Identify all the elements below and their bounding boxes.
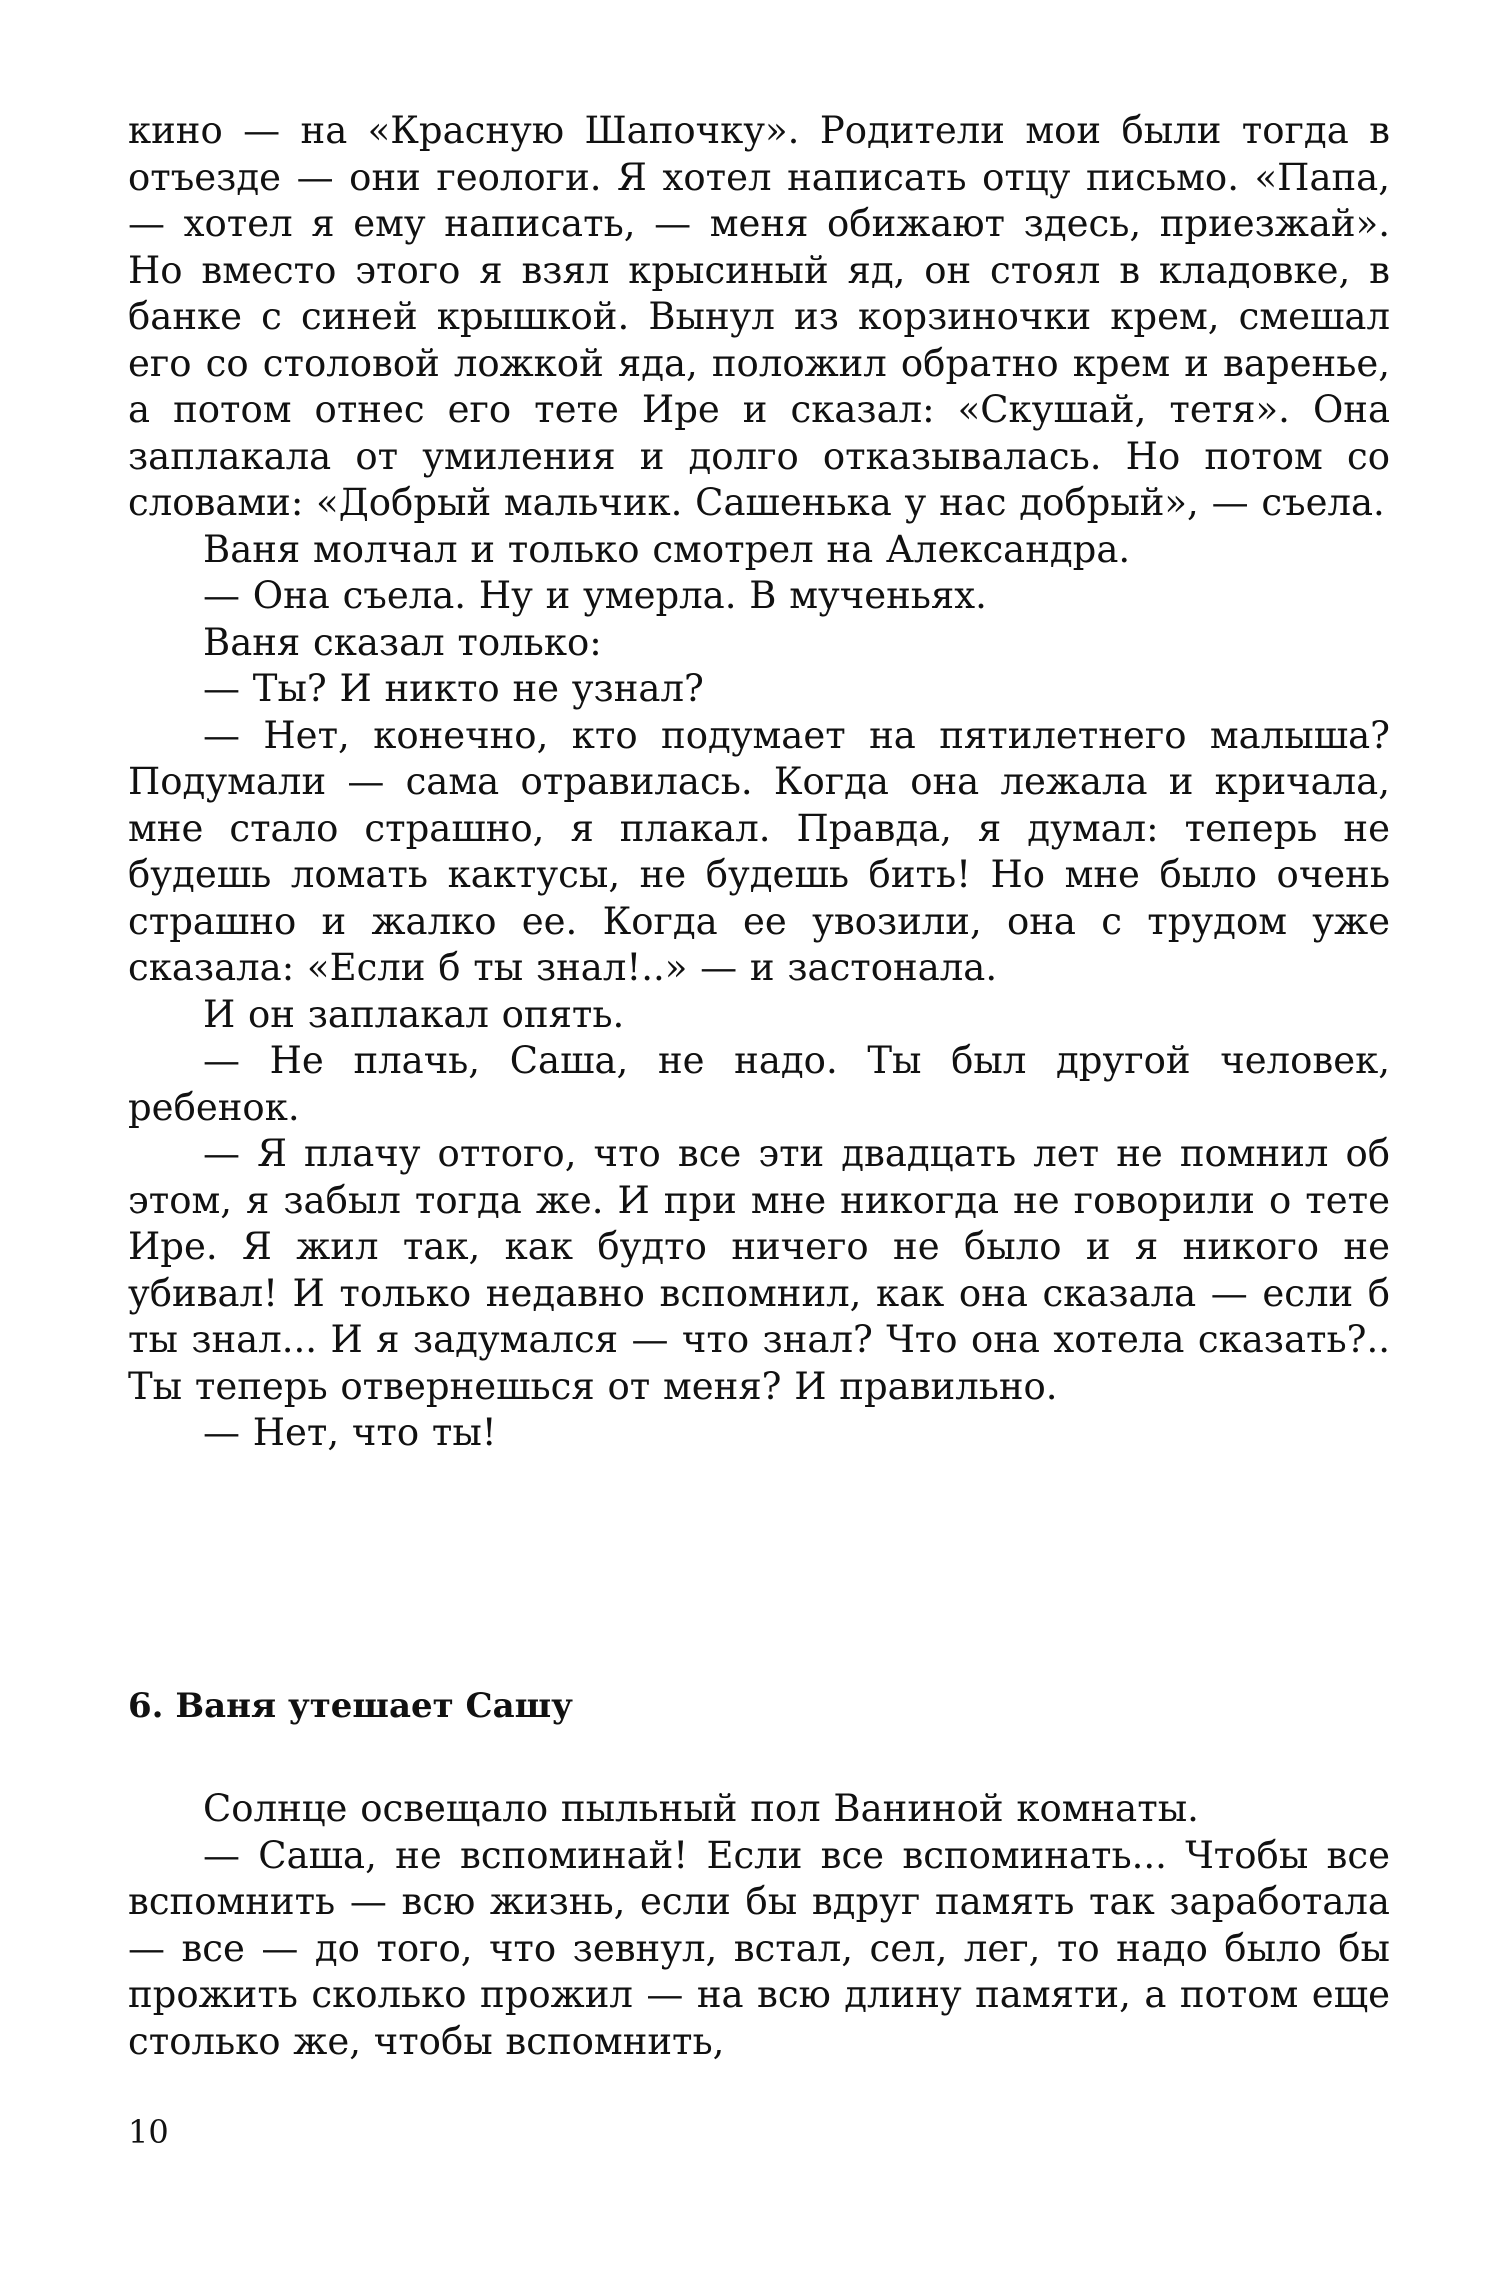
- paragraph-9: — Я плачу оттого, что все эти двадцать лет не помнил об этом, я забыл тогда же. И при мне никогда не говорили о тете Ире. Я жил так, как будто ничего не было и я никого не убивал! И только недавно вспомнил, как она сказала — если б ты знал... И я задумался — что знал? Что она хотела сказать?.. Ты теперь отвернешься от меня? И правильно.: [128, 1132, 1390, 1408]
- paragraph-8: — Не плачь, Саша, не надо. Ты был другой человек, ребенок.: [128, 1039, 1390, 1129]
- section-paragraph-1: Солнце освещало пыльный пол Ваниной комнаты.: [203, 1787, 1199, 1830]
- paragraph-1: кино — на «Красную Шапочку». Родители мои были тогда в отъезде — они геологи. Я хотел написать отцу письмо. «Папа, — хотел я ему написать, — меня обижают здесь, приезжай». Но вместо этого я взял крысиный яд, он стоял в кладовке, в банке с синей крышкой. Вынул из корзиночки крем, смешал его со столовой ложкой яда, положил обратно крем и варенье, а потом отнес его тете Ире и сказал: «Скушай, тетя». Она заплакала от умиления и долго отказывалась. Но потом со словами: «Добрый мальчик. Сашенька у нас добрый», — съела.: [128, 109, 1390, 524]
- paragraph-10: — Нет, что ты!: [203, 1411, 497, 1454]
- paragraph-7: И он заплакал опять.: [203, 992, 625, 1036]
- main-text-column: [128, 108, 1390, 1457]
- paragraph-5: — Ты? И никто не узнал?: [203, 667, 704, 710]
- section-heading: 6. Ваня утешает Сашу: [128, 1686, 573, 1726]
- paragraph-2: Ваня молчал и только смотрел на Александра.: [203, 527, 1131, 571]
- paragraph-6: — Нет, конечно, кто подумает на пятилетнего малыша? Подумали — сама отравилась. Когда она лежала и кричала, мне стало страшно, я плакал. Правда, я думал: теперь не будешь ломать кактусы, не будешь бить! Но мне было очень страшно и жалко ее. Когда ее увозили, она с трудом уже сказала: «Если б ты знал!..» — и застонала.: [128, 713, 1390, 989]
- section-text-column: [128, 1786, 1390, 2065]
- section-paragraph-2: — Саша, не вспоминай! Если все вспоминать... Чтобы все вспомнить — всю жизнь, если бы вдруг память так заработала — все — до того, что зевнул, встал, сел, лег, то надо было бы прожить сколько прожил — на всю длину памяти, а потом еще столько же, чтобы вспомнить,: [128, 1833, 1390, 2063]
- page-number: 10: [128, 2113, 169, 2151]
- paragraph-4: Ваня сказал только:: [203, 620, 602, 664]
- paragraph-3: — Она съела. Ну и умерла. В мученьях.: [203, 574, 987, 617]
